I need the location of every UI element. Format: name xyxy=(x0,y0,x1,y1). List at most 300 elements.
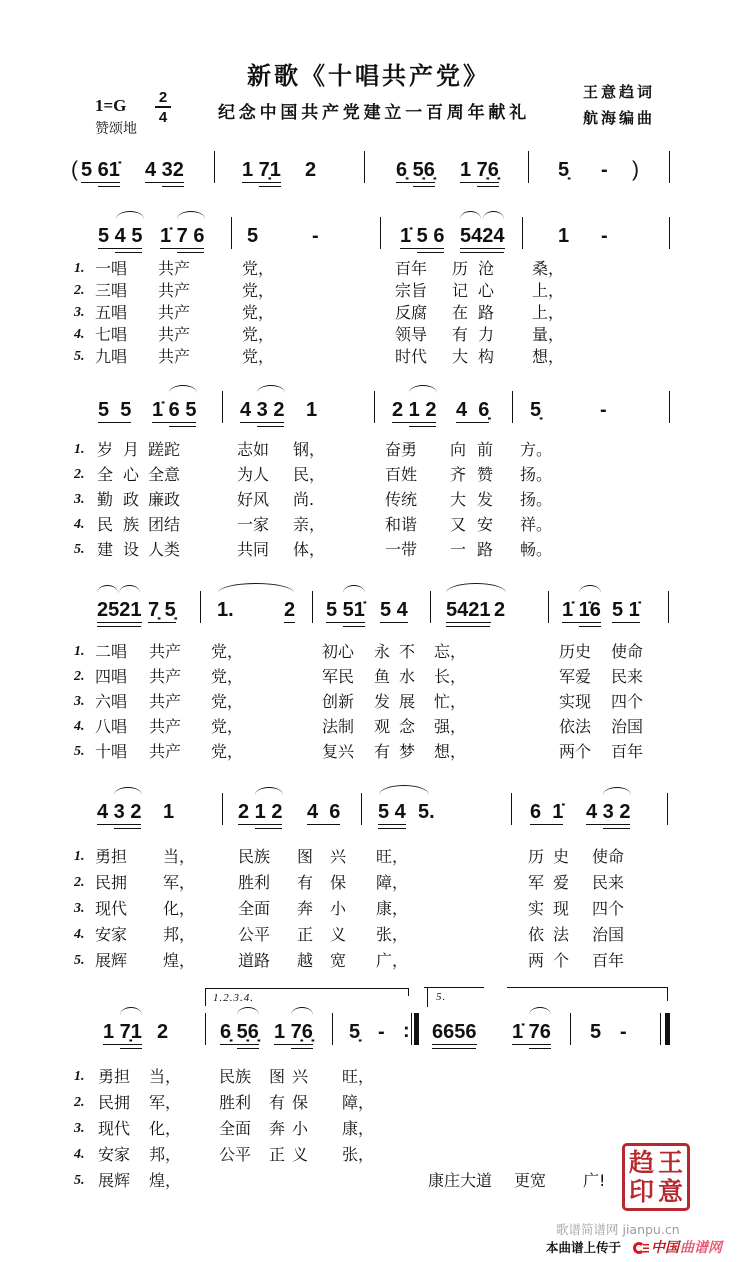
barline xyxy=(512,391,513,423)
lyric-text: 党， xyxy=(242,303,275,322)
barline xyxy=(570,1013,571,1045)
slur xyxy=(97,585,118,593)
lyric-text: 观 xyxy=(374,717,391,736)
note-group: 1 xyxy=(558,225,570,247)
slur xyxy=(237,1007,259,1015)
lyric-text: 展辉 xyxy=(98,1171,131,1190)
note-group: 2 xyxy=(157,1021,169,1043)
slur xyxy=(409,385,437,393)
lyric-text: 不 xyxy=(399,642,416,661)
lyric-text: 方。 xyxy=(520,440,553,459)
notes: 4 3 2 xyxy=(586,801,631,823)
notes: 1 7̣6̣ xyxy=(274,1021,313,1043)
site-watermark: 歌谱简谱网 jianpu.cn xyxy=(556,1222,680,1237)
lyric-text: 勇担 xyxy=(95,847,128,866)
lyric-line xyxy=(0,1120,738,1138)
lyric-line xyxy=(0,491,738,509)
note-group xyxy=(98,226,142,249)
final-barline-thick xyxy=(665,1013,670,1045)
lyric-line xyxy=(0,1094,738,1112)
lyric-text: 发 xyxy=(477,490,494,509)
barline xyxy=(548,591,549,623)
lyric-text: 现代 xyxy=(98,1119,131,1138)
note-group xyxy=(586,802,630,825)
lyricist-credit: 王意趋词 xyxy=(583,83,656,101)
seal-char: 意 xyxy=(657,1177,683,1206)
lyric-text: 广， xyxy=(376,951,409,970)
verse-number: 1. xyxy=(74,849,85,864)
lyric-text: 当， xyxy=(149,1067,182,1086)
notes: 4 3 2 xyxy=(240,399,285,421)
lyric-text: 尚. xyxy=(293,490,315,509)
lyric-text: 当， xyxy=(163,847,196,866)
lyric-line xyxy=(0,900,738,918)
lyric-text: 民拥 xyxy=(98,1093,131,1112)
lyric-text: 党， xyxy=(242,281,275,300)
lyric-text: 长， xyxy=(434,667,467,686)
note-group: 5 5 xyxy=(98,399,132,421)
qupu-logo-icon xyxy=(633,1242,649,1255)
lyric-text: 记 xyxy=(452,281,469,300)
slur xyxy=(446,583,506,593)
lyric-text: 依 xyxy=(528,925,545,944)
lyric-text: 反腐 xyxy=(395,303,428,322)
notes: 1̇ 1̇6 xyxy=(562,599,601,621)
lyric-text: 强， xyxy=(434,717,467,736)
lyric-text: 共产 xyxy=(158,259,191,278)
lyric-text: 有 xyxy=(269,1093,286,1112)
notes: 6̣ 5̣6̣ xyxy=(396,159,435,181)
fraction-bar xyxy=(155,106,171,108)
lyric-line xyxy=(0,466,738,484)
lyric-line xyxy=(0,260,738,278)
lyric-text: 齐 xyxy=(450,465,467,484)
lyric-text: 保 xyxy=(292,1093,309,1112)
note-group xyxy=(160,226,204,249)
note-group xyxy=(152,400,196,423)
lyric-text: 团结 xyxy=(148,515,181,534)
barline xyxy=(312,591,313,623)
staff-row-5 xyxy=(0,802,738,822)
lyric-line xyxy=(0,952,738,970)
sixteenth-beam xyxy=(257,426,285,428)
lyric-text: 人类 xyxy=(148,540,181,559)
barline xyxy=(669,151,670,183)
lyric-text: 为人 xyxy=(237,465,270,484)
note-group xyxy=(392,400,436,423)
note-group xyxy=(274,1022,313,1045)
lyric-text: 义 xyxy=(330,925,347,944)
verse-number: 5. xyxy=(74,953,85,968)
repeat-dots: : xyxy=(403,1020,410,1042)
lyric-text: 想， xyxy=(434,742,467,761)
note-group xyxy=(400,226,444,249)
staff-row-2 xyxy=(0,226,738,246)
lyric-text: 军， xyxy=(149,1093,182,1112)
slur xyxy=(460,211,481,219)
lyric-text: 大 xyxy=(450,490,467,509)
lyric-text: 有 xyxy=(297,873,314,892)
slur xyxy=(255,787,283,795)
lyric-text: 梦 xyxy=(399,742,416,761)
sixteenth-beam xyxy=(579,626,601,628)
note-group xyxy=(240,400,284,423)
sixteenth-beam xyxy=(177,252,205,254)
lyric-text: 民族 xyxy=(219,1067,252,1086)
lyric-text: 历 xyxy=(528,847,545,866)
lyric-text: 民族 xyxy=(238,847,271,866)
barline xyxy=(361,793,362,825)
lyric-text: 依法 xyxy=(559,717,592,736)
note-group xyxy=(460,226,505,249)
lyric-text: 障， xyxy=(342,1093,375,1112)
verse-number: 5. xyxy=(74,542,85,557)
lyric-text: 党， xyxy=(242,325,275,344)
lyric-text: 发 xyxy=(374,692,391,711)
sixteenth-beam xyxy=(529,1048,551,1050)
lyric-text: 月 xyxy=(123,440,140,459)
lyric-text: 现 xyxy=(553,899,570,918)
brand-name-part2: 曲谱网 xyxy=(680,1240,722,1256)
barline xyxy=(200,591,201,623)
lyric-text: 八唱 xyxy=(95,717,128,736)
note-group: 5̣ xyxy=(558,159,570,181)
upload-credit: 本曲谱上传于 xyxy=(546,1240,622,1255)
note-group xyxy=(378,802,406,825)
note-group: - xyxy=(601,159,608,181)
lyric-text: 创新 xyxy=(322,692,355,711)
lyric-text: 志如 xyxy=(237,440,270,459)
lyric-text: 安家 xyxy=(98,1145,131,1164)
repeat-barline-thick xyxy=(414,1013,419,1045)
lyric-text: 个 xyxy=(553,951,570,970)
note-group xyxy=(562,600,601,623)
time-numerator: 2 xyxy=(158,89,168,106)
lyric-text: 正 xyxy=(297,925,314,944)
barline xyxy=(214,151,215,183)
lyric-text: 上， xyxy=(532,281,565,300)
lyric-text: 九唱 xyxy=(95,347,128,366)
lyric-text: 忘， xyxy=(434,642,467,661)
barline xyxy=(332,1013,333,1045)
lyric-text: 小 xyxy=(292,1119,309,1138)
lyric-text: 好风 xyxy=(237,490,270,509)
lyric-text: 党， xyxy=(242,259,275,278)
lyric-text: 量， xyxy=(532,325,565,344)
lyric-text: 障， xyxy=(376,873,409,892)
slur xyxy=(114,787,142,795)
lyric-text: 煌， xyxy=(149,1171,182,1190)
open-parenthesis: ( xyxy=(71,158,78,181)
lyric-text: 共产 xyxy=(158,325,191,344)
note-group xyxy=(81,160,120,183)
lyric-text: 全面 xyxy=(219,1119,252,1138)
lyric-text: 全 xyxy=(97,465,114,484)
notes: 1 7̣6̣ xyxy=(460,159,499,181)
lyric-text: 广! xyxy=(583,1171,606,1190)
lyric-text: 民， xyxy=(293,465,326,484)
barline xyxy=(380,217,381,249)
lyric-text: 力 xyxy=(478,325,495,344)
sixteenth-beam xyxy=(115,252,143,254)
volta-bracket-1-left xyxy=(205,988,206,1006)
lyric-text: 五唱 xyxy=(95,303,128,322)
sixteenth-beam xyxy=(120,1048,142,1050)
lyric-text: 共产 xyxy=(149,642,182,661)
notes: 1 7̣1 xyxy=(103,1021,142,1043)
lyric-text: 忙， xyxy=(434,692,467,711)
slur xyxy=(169,385,197,393)
lyric-text: 共产 xyxy=(149,692,182,711)
note-group: 2 xyxy=(305,159,317,181)
lyric-text: 小 xyxy=(330,899,347,918)
note-group xyxy=(326,600,365,623)
note-group xyxy=(103,1022,142,1045)
sixteenth-beam xyxy=(413,186,435,188)
lyric-text: 永 xyxy=(374,642,391,661)
staff-row-1 xyxy=(0,160,738,180)
verse-number: 4. xyxy=(74,1147,85,1162)
notes: 1 7̣1 xyxy=(242,159,281,181)
lyric-text: 图 xyxy=(297,847,314,866)
lyric-text: 现代 xyxy=(95,899,128,918)
lyric-text: 鱼 xyxy=(374,667,391,686)
lyric-text: 康庄大道 xyxy=(428,1171,493,1190)
staff-row-6 xyxy=(0,1022,738,1042)
lyric-text: 党， xyxy=(211,642,244,661)
lyric-text: 宽 xyxy=(330,951,347,970)
song-title: 新歌《十唱共产党》 xyxy=(247,61,490,90)
lyric-text: 百年 xyxy=(611,742,644,761)
lyric-text: 百姓 xyxy=(385,465,418,484)
lyric-text: 复兴 xyxy=(322,742,355,761)
verse-number: 4. xyxy=(74,517,85,532)
volta-label-2: 5. xyxy=(436,991,447,1003)
lyric-text: 百年 xyxy=(592,951,625,970)
lyric-text: 水 xyxy=(399,667,416,686)
slur xyxy=(483,211,504,219)
sixteenth-beam xyxy=(409,426,437,428)
lyric-text: 党， xyxy=(211,692,244,711)
slur xyxy=(119,585,140,593)
note-group xyxy=(97,802,141,825)
note-group: 1 xyxy=(306,399,318,421)
verse-number: 2. xyxy=(74,467,85,482)
lyric-text: 历 xyxy=(452,259,469,278)
lyric-text: 一 xyxy=(450,540,467,559)
barline xyxy=(374,391,375,423)
lyric-text: 共产 xyxy=(149,717,182,736)
slur xyxy=(579,585,601,593)
note-group: 4 6 xyxy=(307,801,341,823)
sixteenth-beam xyxy=(446,626,490,628)
slur xyxy=(177,211,205,219)
lyric-text: 四个 xyxy=(611,692,644,711)
volta-bracket-2-extension xyxy=(507,987,668,988)
lyric-text: 法 xyxy=(553,925,570,944)
lyric-text: 展 xyxy=(399,692,416,711)
lyric-text: 公平 xyxy=(219,1145,252,1164)
sixteenth-beam xyxy=(417,252,445,254)
notes: 1̇ 7 6 xyxy=(160,225,205,247)
lyric-text: 建 xyxy=(97,540,114,559)
repeat-barline-thin xyxy=(411,1013,412,1045)
lyric-text: 两 xyxy=(528,951,545,970)
note-group: - xyxy=(600,399,607,421)
note-group: 5 xyxy=(590,1021,602,1043)
lyric-text: 使命 xyxy=(592,847,625,866)
lyric-text: 又 xyxy=(450,515,467,534)
tempo-marking: 赞颂地 xyxy=(95,121,137,137)
lyric-line xyxy=(0,874,738,892)
lyric-text: 前 xyxy=(477,440,494,459)
barline xyxy=(231,217,232,249)
lyric-text: 想， xyxy=(532,347,565,366)
lyric-text: 公平 xyxy=(238,925,271,944)
lyric-text: 有 xyxy=(374,742,391,761)
note-group xyxy=(446,600,491,623)
lyric-text: 廉政 xyxy=(148,490,181,509)
notes: 2521 xyxy=(97,599,142,621)
lyric-text: 大 xyxy=(452,347,469,366)
slur xyxy=(120,1007,142,1015)
lyric-text: 民来 xyxy=(611,667,644,686)
sixteenth-beam xyxy=(114,828,142,830)
sixteenth-beam xyxy=(169,426,197,428)
lyric-text: 全面 xyxy=(238,899,271,918)
lyric-text: 钢， xyxy=(293,440,326,459)
lyric-text: 党， xyxy=(211,742,244,761)
key-signature: 1=G xyxy=(95,96,127,115)
sixteenth-beam xyxy=(603,828,631,830)
lyric-text: 张， xyxy=(376,925,409,944)
lyric-text: 党， xyxy=(211,717,244,736)
lyric-text: 旺， xyxy=(342,1067,375,1086)
sixteenth-beam xyxy=(259,186,281,188)
lyric-text: 有 xyxy=(452,325,469,344)
barline xyxy=(667,793,668,825)
lyric-line xyxy=(0,693,738,711)
lyric-text: 沧 xyxy=(478,259,495,278)
note-group: - xyxy=(620,1021,627,1043)
lyric-text: 民 xyxy=(97,515,114,534)
verse-number: 3. xyxy=(74,694,85,709)
lyric-line xyxy=(0,304,738,322)
slur xyxy=(379,785,429,795)
notes: 5 4 5 xyxy=(98,225,143,247)
verse-number: 4. xyxy=(74,927,85,942)
lyric-line xyxy=(0,348,738,366)
note-group xyxy=(97,600,142,623)
lyric-text: 七唱 xyxy=(95,325,128,344)
lyric-text: 邦， xyxy=(163,925,196,944)
lyric-text: 军民 xyxy=(322,667,355,686)
sixteenth-beam xyxy=(477,186,499,188)
lyric-text: 初心 xyxy=(322,642,355,661)
lyric-text: 桑， xyxy=(532,259,565,278)
lyric-line xyxy=(0,282,738,300)
sixteenth-beam xyxy=(237,1048,259,1050)
lyric-text: 兴 xyxy=(330,847,347,866)
verse-number: 5. xyxy=(74,349,85,364)
lyric-text: 扬。 xyxy=(520,490,553,509)
lyric-text: 奔 xyxy=(269,1119,286,1138)
slur xyxy=(116,211,144,219)
note-group: 1. xyxy=(217,599,234,621)
lyric-text: 党， xyxy=(242,347,275,366)
staff-row-3 xyxy=(0,400,738,420)
sixteenth-beam xyxy=(255,828,283,830)
note-group: - xyxy=(312,225,319,247)
lyric-text: 胜利 xyxy=(219,1093,252,1112)
lyric-text: 蹉跎 xyxy=(148,440,181,459)
slur xyxy=(218,583,294,593)
lyric-text: 义 xyxy=(292,1145,309,1164)
lyric-text: 赞 xyxy=(477,465,494,484)
barline xyxy=(668,591,669,623)
composer-credit: 航海编曲 xyxy=(583,109,656,127)
lyric-text: 传统 xyxy=(385,490,418,509)
lyric-text: 化， xyxy=(149,1119,182,1138)
lyric-text: 安 xyxy=(477,515,494,534)
note-group: 1 xyxy=(163,801,175,823)
lyric-text: 共产 xyxy=(158,303,191,322)
lyric-text: 保 xyxy=(330,873,347,892)
close-parenthesis: ) xyxy=(632,158,639,181)
verse-number: 5. xyxy=(74,1173,85,1188)
lyric-text: 三唱 xyxy=(95,281,128,300)
sixteenth-beam xyxy=(378,828,406,830)
volta-bracket-2-right xyxy=(667,987,668,1001)
note-group: 5. xyxy=(418,801,435,823)
verse-number: 3. xyxy=(74,305,85,320)
lyric-text: 心 xyxy=(123,465,140,484)
notes: 1̇ 5 6 xyxy=(400,225,445,247)
lyric-text: 百年 xyxy=(395,259,428,278)
lyric-text: 共产 xyxy=(158,281,191,300)
slur xyxy=(529,1007,551,1015)
song-subtitle: 纪念中国共产党建立一百周年献礼 xyxy=(218,103,530,123)
lyric-line xyxy=(0,848,738,866)
lyric-line xyxy=(0,441,738,459)
notes: 1̇ 76 xyxy=(512,1021,551,1043)
barline xyxy=(430,591,431,623)
barline xyxy=(222,391,223,423)
lyric-text: 道路 xyxy=(238,951,271,970)
barline xyxy=(205,1013,206,1045)
slur xyxy=(343,585,365,593)
time-signature xyxy=(155,90,171,125)
lyric-text: 图 xyxy=(269,1067,286,1086)
verse-number: 2. xyxy=(74,669,85,684)
seal-char: 趋 xyxy=(629,1148,655,1177)
lyric-line xyxy=(0,926,738,944)
verse-number: 3. xyxy=(74,492,85,507)
lyric-text: 畅。 xyxy=(520,540,553,559)
lyric-text: 党， xyxy=(211,667,244,686)
lyric-text: 时代 xyxy=(395,347,428,366)
lyric-text: 爱 xyxy=(553,873,570,892)
lyric-line xyxy=(0,668,738,686)
lyric-text: 政 xyxy=(123,490,140,509)
lyric-text: 越 xyxy=(297,951,314,970)
note-group: 5̣ xyxy=(530,399,542,421)
notes: 1̇ 6 5 xyxy=(152,399,197,421)
lyric-text: 亲， xyxy=(293,515,326,534)
volta-bracket-2-left xyxy=(427,987,428,1007)
notes: 5424 xyxy=(460,225,505,247)
sixteenth-beam xyxy=(343,626,365,628)
